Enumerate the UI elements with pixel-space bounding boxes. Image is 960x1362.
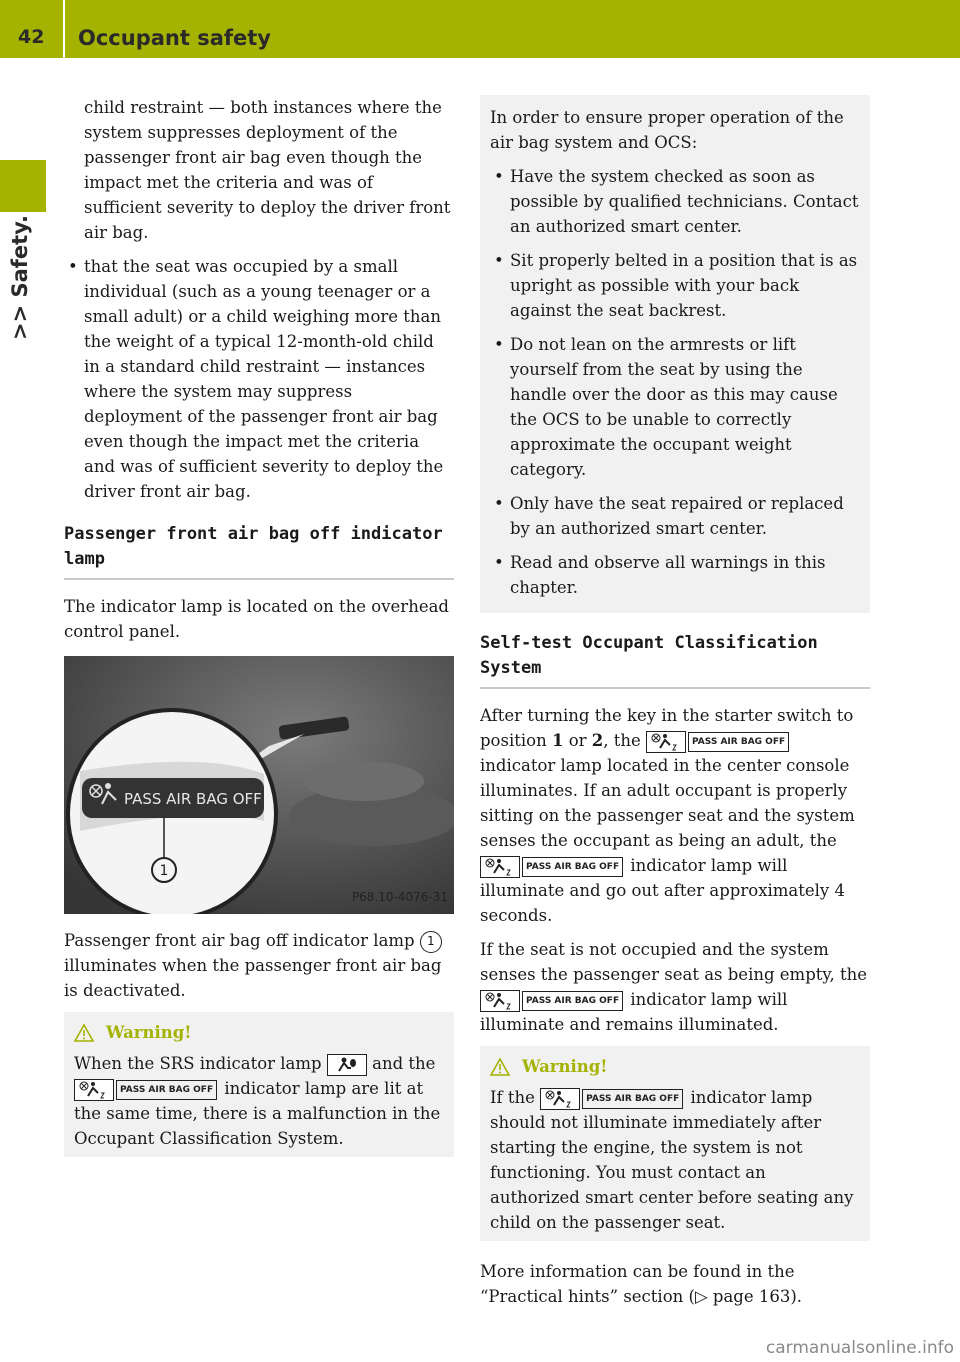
right-column (480, 95, 870, 1318)
passenger-airbag-off-icon (74, 1079, 114, 1101)
left-column (64, 95, 454, 1175)
warning-box (64, 1012, 454, 1157)
paragraph-page-reference: More information can be found in the “Practical hints” section (▷ page 163). (480, 1262, 803, 1306)
warning-text: If the PASS AIR BAG OFF indicator lamp should not illuminate immediately after starting the engine, the system is not functioning. You must contact an authorized smart center before seating any child on the passenger seat. (490, 1088, 854, 1232)
side-tab-marker (0, 160, 46, 212)
srs-indicator-icon (327, 1054, 367, 1076)
warning-title: Warning! (490, 1054, 860, 1079)
figure-code: P68.10-4076-31 (351, 890, 448, 904)
header-divider (63, 0, 65, 58)
warning-triangle-icon (74, 1024, 94, 1042)
info-intro: In order to ensure proper operation of the air bag system and OCS: (490, 108, 844, 152)
pass-air-bag-off-label: PASS AIR BAG OFF (688, 732, 789, 752)
paragraph: After turning the key in the starter switch to position 1 or 2, the PASS AIR BAG OFF indicator lamp located in the center console illuminates. If an adult occupant is properly sitting on the passenger seat and the system senses the occupant as being an adult, the PASS AIR BAG OFF indicator lamp will illuminate and go out after approximately 4 seconds. (480, 706, 855, 925)
passenger-airbag-off-icon (480, 856, 520, 878)
warning-text: When the SRS indicator lamp and the PASS AIR BAG OFF indicator lamp are lit at the same time, there is a malfunction in the Occupant Classification System. (74, 1054, 441, 1148)
info-box (480, 95, 870, 613)
page-arrow-icon: ▷ (694, 1287, 708, 1306)
warning-box (480, 1046, 870, 1241)
passenger-airbag-off-icon (480, 990, 520, 1012)
lamp-label-text: PASS AIR BAG OFF (124, 790, 262, 808)
list-item: • Only have the seat repaired or replaced by an authorized smart center. (490, 491, 860, 541)
callout-number: 1 (159, 863, 169, 879)
heading-indicator-lamp: Passenger front air bag off indicator lamp (64, 522, 454, 580)
list-item: • Do not lean on the armrests or lift yourself from the seat by using the handle over the door as this may cause the OCS to be unable to correctly approximate the occupant weight category. (490, 332, 860, 482)
warning-triangle-icon (490, 1058, 510, 1076)
heading-self-test: Self-test Occupant Classification System (480, 631, 870, 689)
pass-air-bag-off-label: PASS AIR BAG OFF (522, 857, 623, 877)
watermark: carmanualsonline.info (765, 1338, 954, 1358)
list-item: • Sit properly belted in a position that is as upright as possible with your back against the seat backrest. (490, 248, 860, 323)
warning-title: Warning! (74, 1020, 444, 1045)
paragraph: The indicator lamp is located on the overhead control panel. (64, 597, 449, 641)
passenger-airbag-off-icon (540, 1088, 580, 1110)
page-number: 42 (18, 26, 45, 48)
continued-text: child restraint — both instances where the system suppresses deployment of the passenger front air bag even though the impact met the criteria and was of sufficient severity to deploy the driver front air bag. (84, 98, 451, 242)
section-title: Occupant safety (78, 26, 271, 50)
list-item: • Read and observe all warnings in this chapter. (490, 550, 860, 600)
figure-indicator-lamp (64, 656, 454, 914)
pass-air-bag-off-label: PASS AIR BAG OFF (582, 1089, 683, 1109)
page-link[interactable]: page 163 (712, 1287, 791, 1306)
pass-air-bag-off-label: PASS AIR BAG OFF (116, 1080, 217, 1100)
overhead-panel-illustration (64, 656, 454, 914)
pass-air-bag-off-label: PASS AIR BAG OFF (522, 991, 623, 1011)
paragraph: If the seat is not occupied and the system senses the passenger seat as being empty, the PASS AIR BAG OFF indicator lamp will illuminate and remains illuminated. (480, 940, 868, 1034)
figure-caption: Passenger front air bag off indicator lamp 1 illuminates when the passenger front air bag is deactivated. (64, 931, 442, 1000)
page-header (0, 0, 960, 58)
callout-marker: 1 (420, 931, 442, 953)
passenger-airbag-off-icon (646, 731, 686, 753)
list-item: • Have the system checked as soon as possible by qualified technicians. Contact an authorized smart center. (490, 164, 860, 239)
list-item: • that the seat was occupied by a small individual (such as a young teenager or a small adult) or a child weighing more than the weight of a typical 12-month-old child in a standard child restraint — instances where the system may suppress deployment of the passenger front air bag even though the impact met the criteria and was of sufficient severity to deploy the driver front air bag. (64, 254, 454, 504)
